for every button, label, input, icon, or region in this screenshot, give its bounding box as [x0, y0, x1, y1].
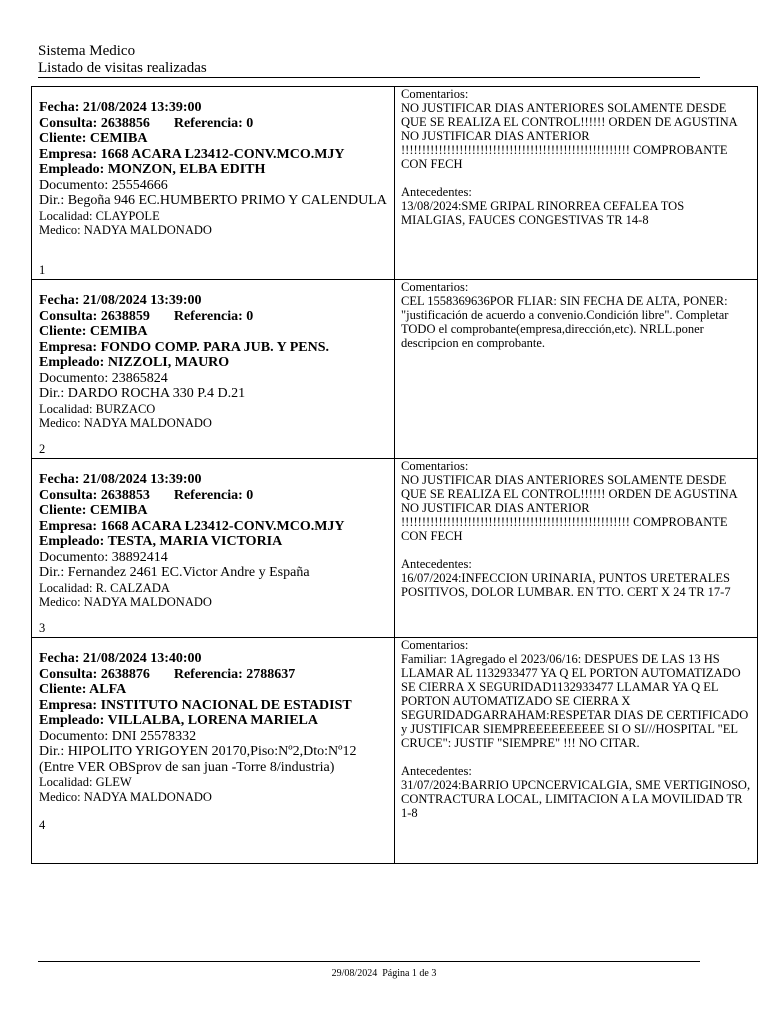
history-label: Antecedentes:	[401, 557, 472, 571]
visit-referencia: Referencia: 0	[173, 115, 254, 131]
visit-consulta: Consulta: 2638856	[39, 115, 150, 131]
visit-cliente: Cliente: CEMIBA	[39, 503, 148, 518]
visit-row	[32, 638, 757, 863]
visit-cliente: Cliente: CEMIBA	[39, 131, 148, 146]
comments-label: Comentarios:	[401, 87, 469, 101]
visit-direccion: Dir.: Begoña 946 EC.HUMBERTO PRIMO Y CALENDULA	[39, 193, 387, 208]
visit-referencia: Referencia: 0	[173, 487, 254, 503]
visit-referencia: Referencia: 0	[173, 308, 254, 324]
comments-label: Comentarios:	[401, 459, 469, 473]
visit-localidad: Localidad: CLAYPOLE	[39, 208, 160, 223]
comments-text: Familiar: 1Agregado el 2023/06/16: DESPUES DE LAS 13 HS LLAMAR AL 1132933477 YA Q EL PORTON AUTOMATIZADO SE CIERRA X SEGURIDAD1132933477 LLAMAR YA Q EL PORTON AUTOMATIZADO SE CIERRA X SEGURIDADGARRAHAM:RESPETAR DIAS DE CERTIFICADO y JUSTIFICAR SIEMPREEEEEEEEEE SI O SI///HOSPITAL "EL CRUCE": JUSTIF "SIEMPRE" !!! NO CITAR.	[401, 652, 749, 750]
visit-empleado: Empleado: TESTA, MARIA VICTORIA	[39, 534, 283, 549]
history-text: 31/07/2024:BARRIO UPCNCERVICALGIA, SME VERTIGINOSO, CONTRACTURA LOCAL, LIMITACION A LA MOVILIDAD TR 1-8	[401, 778, 751, 820]
visit-cliente: Cliente: ALFA	[39, 682, 127, 697]
visit-notes	[395, 459, 757, 637]
visit-notes	[395, 638, 757, 863]
history-label: Antecedentes:	[401, 764, 472, 778]
comments-label: Comentarios:	[401, 280, 469, 294]
visits-table	[31, 86, 758, 864]
footer-page: Página 1 de 3	[382, 968, 437, 979]
visit-empleado: Empleado: VILLALBA, LORENA MARIELA	[39, 713, 319, 728]
visit-number: 4	[39, 818, 46, 832]
visit-row	[32, 87, 757, 280]
visit-date: Fecha: 21/08/2024 13:40:00	[39, 651, 202, 666]
visit-direccion: Dir.: DARDO ROCHA 330 P.4 D.21	[39, 386, 246, 401]
visit-medico: Medico: NADYA MALDONADO	[39, 416, 212, 430]
visit-empresa: Empresa: FONDO COMP. PARA JUB. Y PENS.	[39, 339, 329, 355]
visit-documento: Documento: 38892414	[39, 549, 168, 565]
history-label: Antecedentes:	[401, 185, 472, 199]
visit-empleado: Empleado: NIZZOLI, MAURO	[39, 355, 230, 370]
visit-referencia: Referencia: 2788637	[173, 666, 296, 682]
visit-direccion: Dir.: HIPOLITO YRIGOYEN 20170,Piso:Nº2,Dto:Nº12 (Entre VER OBSprov de san juan -Torre 8/industria)	[39, 744, 357, 775]
visit-medico: Medico: NADYA MALDONADO	[39, 595, 212, 609]
visit-row	[32, 280, 757, 459]
visit-number: 1	[39, 263, 46, 277]
visit-details	[32, 459, 395, 637]
visit-documento: Documento: DNI 25578332	[39, 728, 197, 744]
comments-text: NO JUSTIFICAR DIAS ANTERIORES SOLAMENTE DESDE QUE SE REALIZA EL CONTROL!!!!!! ORDEN DE AGUSTINA NO JUSTIFICAR DIAS ANTERIOR !!!!!!!!!!!!!!!!!!!!!!!!!!!!!!!!!!!!!!!!!!!!!!!!!!!!!!! COMPROBANTE CON FECH	[401, 101, 737, 171]
visit-empresa: Empresa: 1668 ACARA L23412-CONV.MCO.MJY	[39, 518, 345, 534]
comments-text: NO JUSTIFICAR DIAS ANTERIORES SOLAMENTE DESDE QUE SE REALIZA EL CONTROL!!!!!! ORDEN DE AGUSTINA NO JUSTIFICAR DIAS ANTERIOR !!!!!!!!!!!!!!!!!!!!!!!!!!!!!!!!!!!!!!!!!!!!!!!!!!!!!!! COMPROBANTE CON FECH	[401, 473, 737, 543]
visit-date: Fecha: 21/08/2024 13:39:00	[39, 100, 202, 115]
footer-date: 29/08/2024	[331, 968, 378, 979]
visit-documento: Documento: 23865824	[39, 370, 168, 386]
visit-cliente: Cliente: CEMIBA	[39, 324, 148, 339]
visit-medico: Medico: NADYA MALDONADO	[39, 223, 212, 237]
visit-localidad: Localidad: GLEW	[39, 775, 132, 789]
visit-notes	[395, 87, 757, 279]
report-header	[38, 43, 700, 78]
visit-empleado: Empleado: MONZON, ELBA EDITH	[39, 162, 266, 177]
visit-details	[32, 638, 395, 863]
footer-divider	[38, 961, 700, 962]
history-text: 16/07/2024:INFECCION URINARIA, PUNTOS URETERALES POSITIVOS, DOLOR LUMBAR. EN TTO. CERT X 24 TR 17-7	[401, 571, 731, 599]
visit-details	[32, 280, 395, 458]
visit-consulta: Consulta: 2638853	[39, 487, 150, 503]
visit-number: 3	[39, 621, 46, 635]
system-title: Sistema Medico	[38, 43, 136, 59]
visit-date: Fecha: 21/08/2024 13:39:00	[39, 293, 202, 308]
page-footer	[0, 968, 768, 979]
visit-consulta: Consulta: 2638859	[39, 308, 150, 324]
visit-medico: Medico: NADYA MALDONADO	[39, 789, 212, 804]
visit-localidad: Localidad: BURZACO	[39, 401, 156, 416]
visit-row	[32, 459, 757, 638]
visit-notes	[395, 280, 757, 458]
comments-text: CEL 1558369636POR FLIAR: SIN FECHA DE ALTA, PONER: "justificación de acuerdo a convenio.Condición libre". Completar TODO el comprobante(empresa,dirección,etc). NRLL.poner descripcion en comprobante.	[401, 294, 729, 350]
visit-direccion: Dir.: Fernandez 2461 EC.Victor Andre y España	[39, 565, 310, 580]
visit-details	[32, 87, 395, 279]
comments-label: Comentarios:	[401, 638, 469, 652]
history-text: 13/08/2024:SME GRIPAL RINORREA CEFALEA TOS MIALGIAS, FAUCES CONGESTIVAS TR 14-8	[401, 199, 685, 227]
visit-empresa: Empresa: INSTITUTO NACIONAL DE ESTADIST	[39, 697, 352, 713]
visit-consulta: Consulta: 2638876	[39, 666, 150, 682]
visit-number: 2	[39, 442, 46, 456]
visit-localidad: Localidad: R. CALZADA	[39, 580, 170, 595]
visit-date: Fecha: 21/08/2024 13:39:00	[39, 472, 202, 487]
visit-documento: Documento: 25554666	[39, 177, 168, 193]
visit-empresa: Empresa: 1668 ACARA L23412-CONV.MCO.MJY	[39, 146, 345, 162]
report-subtitle: Listado de visitas realizadas	[38, 60, 700, 78]
